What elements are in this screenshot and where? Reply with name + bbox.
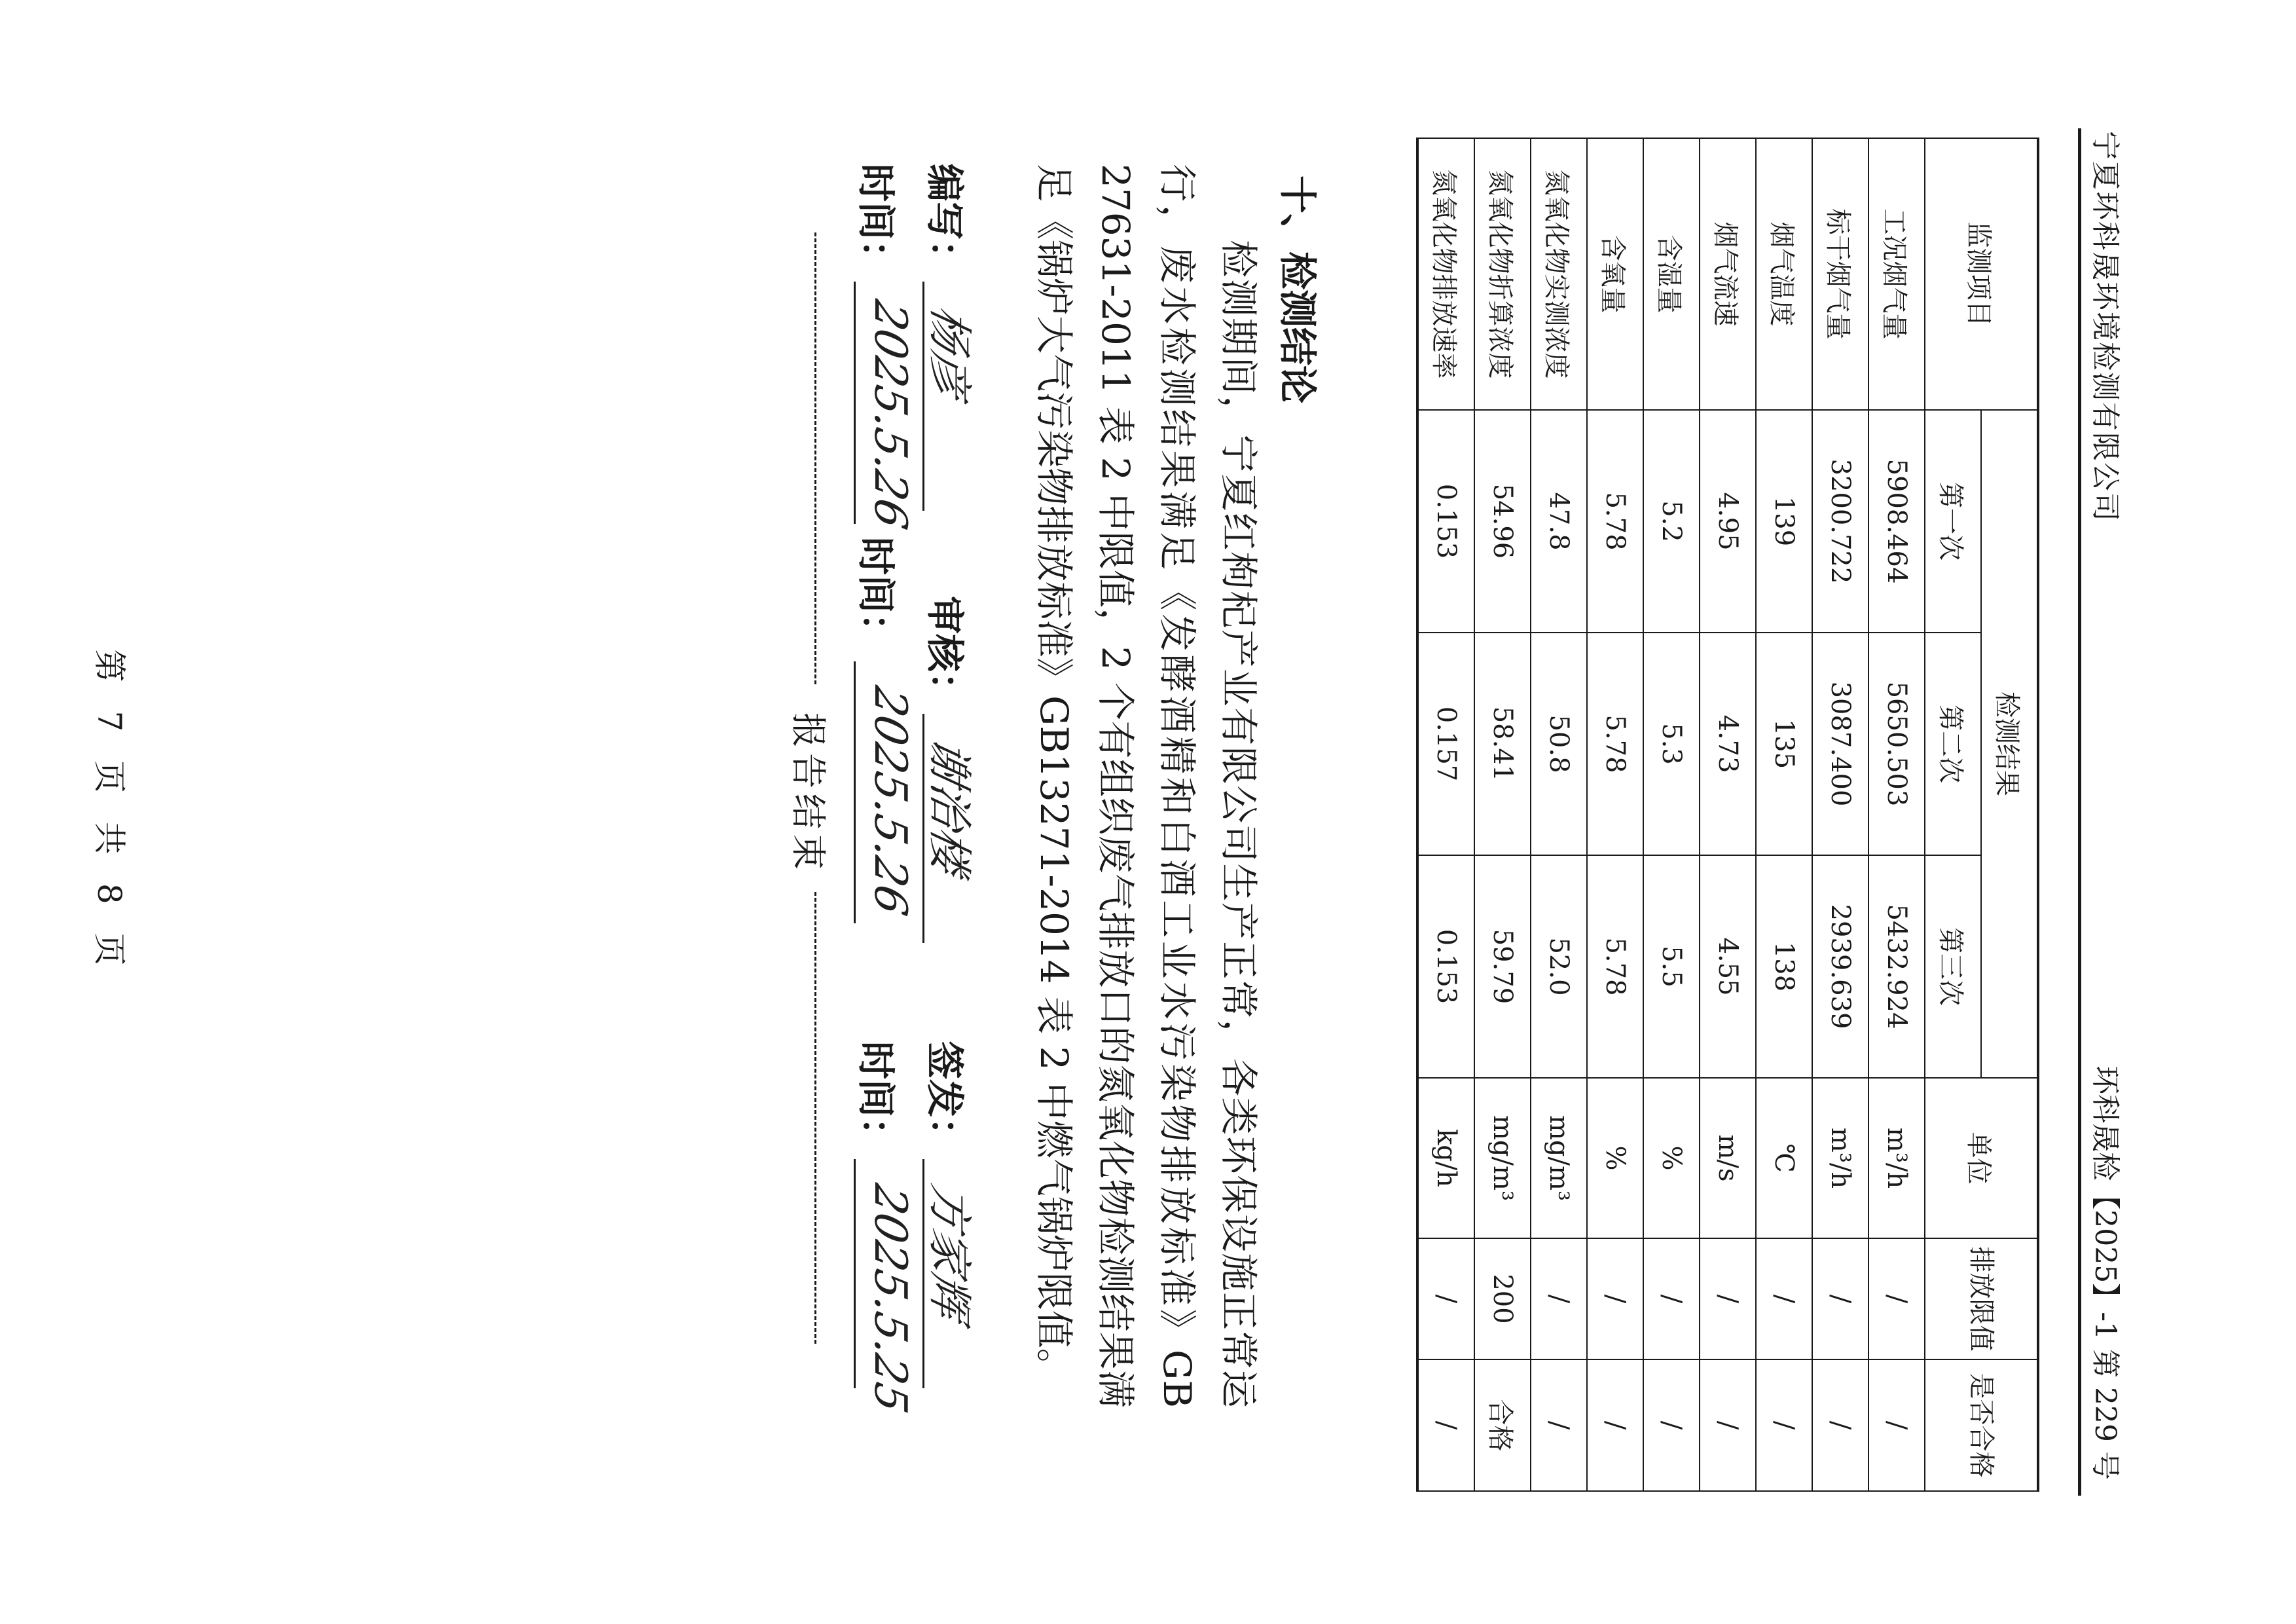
row-limit: / <box>1700 1238 1756 1359</box>
col-header-results: 检测结果 <box>1981 410 2038 1078</box>
issuer-signature-line <box>922 1159 924 1388</box>
row-value-third: 0.153 <box>1417 855 1474 1078</box>
compiler-label: 编写： <box>922 164 967 278</box>
table-row <box>1587 138 1643 1491</box>
compiler-signature-line <box>922 282 924 511</box>
col-header-third: 第三次 <box>1925 855 1981 1078</box>
table-row <box>1812 138 1868 1491</box>
row-limit: / <box>1868 1238 1925 1359</box>
row-limit: / <box>1417 1238 1474 1359</box>
col-header-item: 监测项目 <box>1925 138 2038 410</box>
row-value-second: 3087.400 <box>1812 633 1868 855</box>
row-value-first: 54.96 <box>1474 410 1531 633</box>
table-row <box>1417 138 1474 1491</box>
col-header-unit: 单位 <box>1925 1078 2038 1238</box>
row-unit: % <box>1643 1078 1700 1238</box>
row-unit: m³/h <box>1868 1078 1925 1238</box>
row-item: 含湿量 <box>1643 138 1700 410</box>
row-item: 工况烟气量 <box>1868 138 1925 410</box>
row-value-third: 5.5 <box>1643 855 1700 1078</box>
end-dash-left <box>814 232 816 684</box>
row-limit: / <box>1756 1238 1812 1359</box>
col-header-pass: 是否合格 <box>1925 1359 2038 1491</box>
conclusion-paragraph: 检测期间，宁夏红枸杞产业有限公司生产正常，各类环保设施正常运行，废水检测结果满足《发酵酒精和白酒工业水污染物排放标准》GB 27631-2011 表 2 中限值，2 个有组织废气排放口的氮氧化物检测结果满足《锅炉大气污染物排放标准》GB13271-2014 表 2 中燃气锅炉限值。 <box>1032 164 1261 1408</box>
results-table <box>1416 138 2039 1492</box>
row-item: 烟气温度 <box>1756 138 1812 410</box>
row-unit: m/s <box>1700 1078 1756 1238</box>
issuer-signature: 方家辉 <box>923 1179 975 1324</box>
row-value-first: 5.78 <box>1587 410 1643 633</box>
row-value-third: 2939.639 <box>1812 855 1868 1078</box>
row-limit: / <box>1812 1238 1868 1359</box>
row-pass: / <box>1417 1359 1474 1491</box>
signature-dates-row <box>848 164 916 1473</box>
reviewer-signature: 谢治楼 <box>923 733 975 879</box>
row-unit: kg/h <box>1417 1078 1474 1238</box>
row-limit: / <box>1531 1238 1587 1359</box>
compile-date-line <box>854 282 856 524</box>
end-dash-right <box>814 892 816 1344</box>
row-unit: mg/m³ <box>1531 1078 1587 1238</box>
row-value-first: 0.153 <box>1417 410 1474 633</box>
section-title: 十、检测结论 <box>1275 175 1320 404</box>
col-header-first: 第一次 <box>1925 410 1981 633</box>
issue-date-line <box>854 1159 856 1388</box>
row-value-second: 50.8 <box>1531 633 1587 855</box>
header-rule <box>2078 128 2081 1496</box>
row-limit: / <box>1587 1238 1643 1359</box>
table-row <box>1643 138 1700 1491</box>
row-value-first: 47.8 <box>1531 410 1587 633</box>
row-unit: % <box>1587 1078 1643 1238</box>
row-item: 标干烟气量 <box>1812 138 1868 410</box>
row-value-second: 5.3 <box>1643 633 1700 855</box>
row-value-third: 59.79 <box>1474 855 1531 1078</box>
table-header-row <box>1981 138 2038 1491</box>
row-pass: / <box>1756 1359 1812 1491</box>
signature-labels-row <box>917 164 982 1473</box>
row-item: 氮氧化物实测浓度 <box>1531 138 1587 410</box>
row-unit: m³/h <box>1812 1078 1868 1238</box>
row-pass: / <box>1868 1359 1925 1491</box>
row-value-third: 52.0 <box>1531 855 1587 1078</box>
row-value-second: 135 <box>1756 633 1812 855</box>
table-row <box>1474 138 1531 1491</box>
report-end-marker <box>788 157 836 1467</box>
row-pass: / <box>1812 1359 1868 1491</box>
table-row <box>1700 138 1756 1491</box>
compile-date: 2025.5.26 <box>864 295 916 534</box>
row-limit: / <box>1643 1238 1700 1359</box>
row-limit: 200 <box>1474 1238 1531 1359</box>
review-date-line <box>854 661 856 923</box>
row-value-second: 5.78 <box>1587 633 1643 855</box>
row-value-first: 139 <box>1756 410 1812 633</box>
col-header-limit: 排放限值 <box>1925 1238 2038 1359</box>
issuer-label: 签发： <box>922 1041 967 1156</box>
compile-time-label: 时间： <box>854 164 898 278</box>
row-unit: ℃ <box>1756 1078 1812 1238</box>
reviewer-label: 审核： <box>922 596 967 710</box>
row-value-second: 5650.503 <box>1868 633 1925 855</box>
row-pass: / <box>1643 1359 1700 1491</box>
row-pass: / <box>1531 1359 1587 1491</box>
col-header-second: 第二次 <box>1925 633 1981 855</box>
issue-date: 2025.5.25 <box>864 1179 916 1418</box>
page-number: 第 7 页 共 8 页 <box>90 649 128 975</box>
table-row <box>1756 138 1812 1491</box>
row-pass: 合格 <box>1474 1359 1531 1491</box>
report-number: 环科晟检【2025】-1 第 229 号 <box>2088 1065 2122 1480</box>
issue-time-label: 时间： <box>854 1041 898 1156</box>
row-pass: / <box>1587 1359 1643 1491</box>
row-item: 氮氧化物排放速率 <box>1417 138 1474 410</box>
row-value-first: 4.95 <box>1700 410 1756 633</box>
row-item: 烟气流速 <box>1700 138 1756 410</box>
row-value-first: 3200.722 <box>1812 410 1868 633</box>
review-date: 2025.5.26 <box>864 682 916 920</box>
table-row <box>1868 138 1925 1491</box>
reviewer-signature-line <box>922 714 924 943</box>
row-value-first: 5908.464 <box>1868 410 1925 633</box>
row-pass: / <box>1700 1359 1756 1491</box>
row-value-third: 5432.924 <box>1868 855 1925 1078</box>
row-unit: mg/m³ <box>1474 1078 1531 1238</box>
table-row <box>1531 138 1587 1491</box>
row-value-second: 58.41 <box>1474 633 1531 855</box>
row-item: 含氧量 <box>1587 138 1643 410</box>
row-value-third: 4.55 <box>1700 855 1756 1078</box>
row-value-third: 5.78 <box>1587 855 1643 1078</box>
row-value-first: 5.2 <box>1643 410 1700 633</box>
row-item: 氮氧化物折算浓度 <box>1474 138 1531 410</box>
row-value-second: 4.73 <box>1700 633 1756 855</box>
compiler-signature: 杨彦 <box>923 301 975 402</box>
company-name: 宁夏环科晟环境检测有限公司 <box>2088 131 2122 523</box>
report-end-text: 报告结束 <box>788 712 829 875</box>
row-value-second: 0.157 <box>1417 633 1474 855</box>
review-time-label: 时间： <box>854 537 898 652</box>
row-value-third: 138 <box>1756 855 1812 1078</box>
